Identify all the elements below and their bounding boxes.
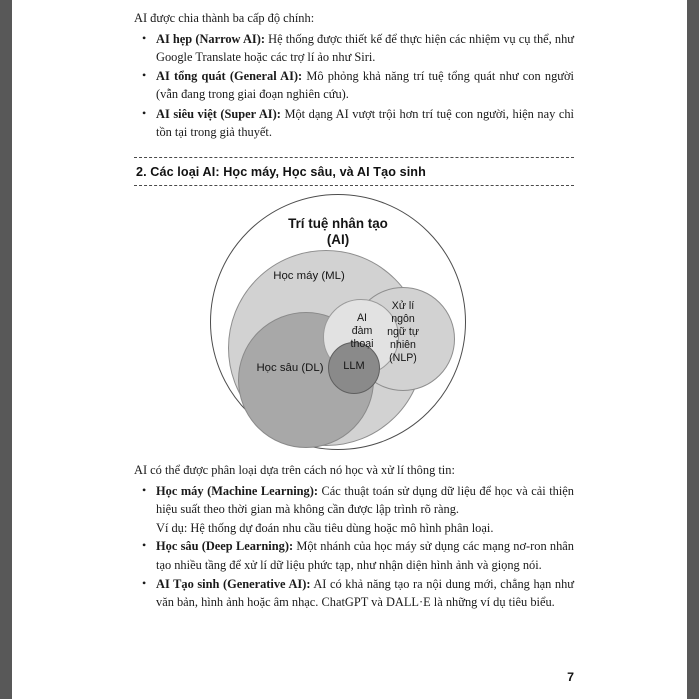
- label-llm: LLM: [343, 360, 365, 373]
- ai-levels-list: [134, 30, 574, 141]
- label-nlp-line1: Xử lí: [391, 300, 415, 313]
- label-conv-line2: đàm: [351, 324, 373, 337]
- label-ai-line2: (AI): [326, 232, 350, 248]
- list-item-text: Một nhánh của học máy sử dụng các mạng nơ-ron nhân tạo nhiều tầng để xử lí dữ liệu phức tạp, như nhận diện hình ảnh và giọng nói.: [156, 539, 575, 572]
- list-item-term: AI Tạo sinh (Generative AI):: [156, 576, 311, 591]
- label-nlp-line5: (NLP): [389, 351, 417, 364]
- list-item-text: Hệ thống được thiết kế để thực hiện các nhiệm vụ cụ thể, như Google Translate hoặc các trợ lí ảo như Siri.: [156, 31, 574, 64]
- list-item: [134, 575, 574, 611]
- label-machine-learning: Học máy (ML): [273, 270, 345, 283]
- label-conv-line1: AI: [356, 312, 367, 325]
- list-item-term: AI tổng quát (General AI):: [156, 69, 303, 84]
- list-item-text: Một dạng AI vượt trội hơn trí tuệ con người, hiện nay chỉ tồn tại trong giả thuyết.: [156, 106, 574, 139]
- ai-types-list: [134, 482, 574, 518]
- ai-types-list-continued: [134, 537, 574, 611]
- page-content: [134, 10, 574, 690]
- list-item-text: AI có khả năng tạo ra nội dung mới, chẳng hạn như văn bản, hình ảnh hoặc âm nhạc. ChatGPT và DALL·E là những ví dụ tiêu biểu.: [156, 576, 575, 610]
- label-nlp-line4: nhiên: [390, 338, 416, 351]
- classification-intro-paragraph: AI có thể được phân loại dựa trên cách nó học và xử lí thông tin:: [134, 463, 455, 478]
- list-item-term: AI hẹp (Narrow AI):: [156, 31, 265, 46]
- label-artificial-intelligence: [268, 216, 408, 249]
- label-nlp-line2: ngôn: [391, 312, 415, 325]
- list-item-term: Học sâu (Deep Learning):: [156, 539, 294, 554]
- list-item: [134, 67, 574, 103]
- bullet-glyph: •: [142, 482, 147, 497]
- divider-top: [134, 157, 574, 158]
- section-header-block: [134, 157, 574, 186]
- right-page-gutter: [687, 0, 699, 699]
- bullet-glyph: •: [142, 105, 147, 120]
- list-item: [134, 537, 574, 573]
- list-item-term: Học máy (Machine Learning):: [156, 483, 318, 498]
- intro-paragraph: AI được chia thành ba cấp độ chính:: [134, 11, 315, 25]
- label-conversational-ai: [334, 312, 390, 351]
- bullet-glyph: •: [142, 538, 147, 553]
- list-item: [134, 482, 574, 518]
- bullet-glyph: •: [142, 575, 147, 590]
- list-item-term: AI siêu việt (Super AI):: [156, 106, 281, 121]
- venn-canvas: [210, 194, 500, 456]
- section-title: 2. Các loại AI: Học máy, Học sâu, và AI Tạo sinh: [136, 165, 426, 180]
- venn-figure: [134, 190, 574, 460]
- divider-bottom: [134, 185, 574, 186]
- list-item-text: Mô phỏng khả năng trí tuệ tổng quát như con người (vẫn đang trong giai đoạn nghiên cứu).: [156, 69, 574, 102]
- left-page-gutter: [0, 0, 12, 699]
- list-item: [134, 30, 574, 66]
- example-note: Ví dụ: Hệ thống dự đoán nhu cầu tiêu dùng hoặc mô hình phân loại.: [156, 521, 494, 536]
- label-conv-line3: thoại: [350, 337, 374, 350]
- bullet-glyph: •: [142, 30, 147, 45]
- label-deep-learning: Học sâu (DL): [256, 362, 324, 375]
- list-item-text: Các thuật toán sử dụng dữ liệu để học và cải thiện hiệu suất theo thời gian mà không cần được lập trình rõ ràng.: [156, 483, 574, 516]
- label-ai-line1: Trí tuệ nhân tạo: [288, 216, 388, 232]
- page-number: 7: [567, 670, 574, 684]
- list-item: [134, 105, 574, 141]
- label-nlp-line3: ngữ tự: [387, 325, 419, 338]
- bullet-glyph: •: [142, 68, 147, 83]
